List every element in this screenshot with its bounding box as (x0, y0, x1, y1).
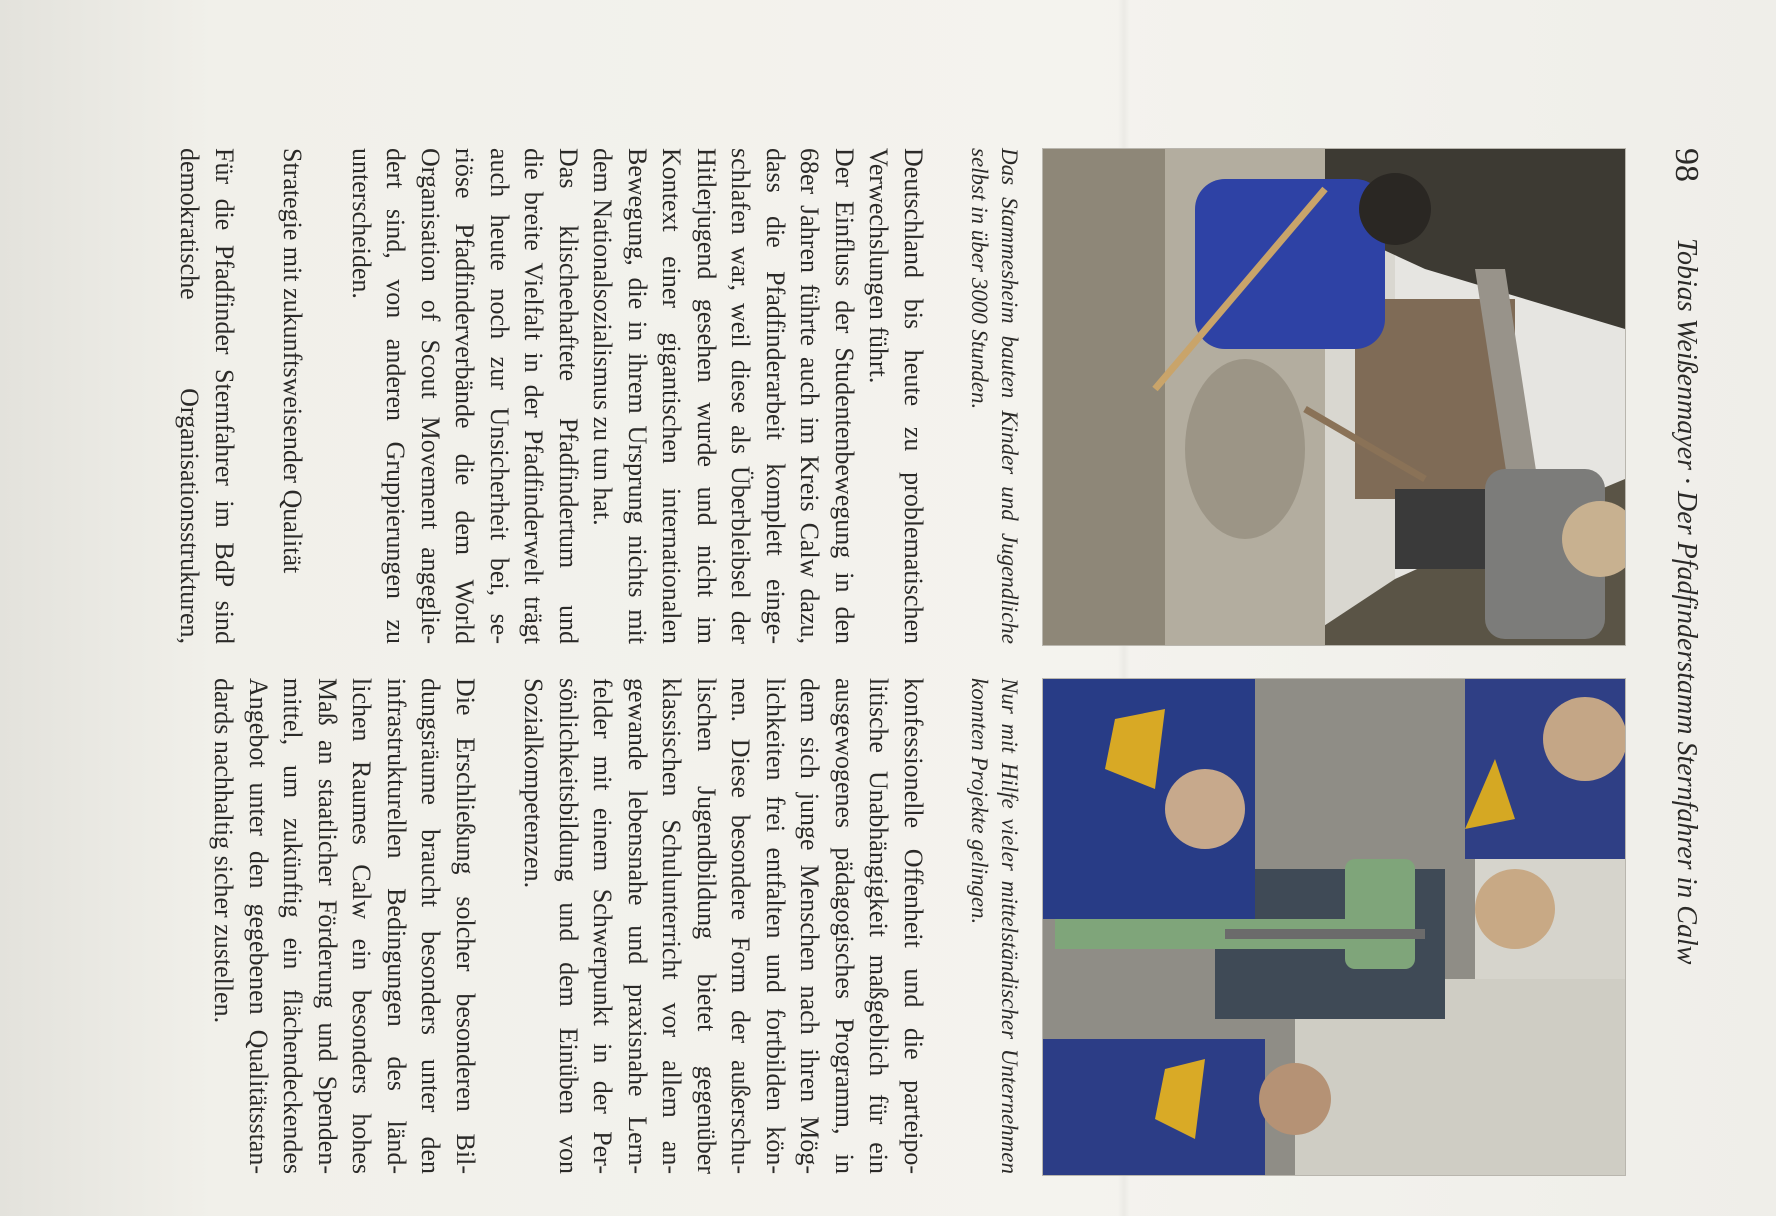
text-line: Hitlerjugend gesehen wurde und nicht im (692, 148, 721, 644)
photo-caption-left: Das Stammesheim bauten Kinder und Jugendliche selbst in über 3000 Stunden. (967, 148, 1022, 644)
text-line: infrastrukturellen Bedingungen des länd- (382, 678, 411, 1174)
text-line: Die Erschließung solcher besonderen Bil- (451, 678, 480, 1174)
text-line: felder mit einem Schwerpunkt in der Per- (588, 678, 618, 1174)
text-line: unterscheiden. (347, 148, 376, 299)
text-column-right (206, 678, 930, 1174)
text-line: litische Unabhängigkeit maßgeblich für ein (864, 678, 894, 1174)
text-line: lischen Jugendbildung bietet gegenüber (692, 678, 721, 1174)
photo-children-building-outdoors-drawing (1043, 149, 1625, 645)
text-line: mittel, um zukünftig ein flächendeckendes (278, 678, 308, 1174)
text-line: lichen Raumes Calw ein besonders hohes (347, 678, 377, 1174)
page-header (1666, 148, 1706, 1148)
text-line: sönlichkeitsbildung und dem Einüben von (554, 678, 583, 1174)
paragraph (172, 148, 241, 644)
photo-children-building-outdoors-icon (1042, 148, 1626, 646)
text-line: dungsräume braucht besonders unter den (416, 678, 446, 1174)
text-line: ausgewogenes pädagogisches Programm, in (830, 678, 859, 1174)
text-line: Angebot unter den gegebenen Qualitätsstan- (244, 678, 273, 1174)
text-line: dards nachhaltig sicher zustellen. (209, 678, 239, 1024)
text-line: Der Einfluss der Studentenbewegung in den (830, 148, 859, 644)
text-line: schlafen war, weil diese als Überbleibsel der (726, 148, 756, 644)
text-line: nen. Diese besondere Form der außerschu- (726, 678, 756, 1174)
page-number: 98 (1668, 148, 1705, 182)
text-line: auch heute noch zur Unsicherheit bei, se- (485, 148, 514, 644)
text-line: lichkeiten frei entfalten und fortbilden kön- (761, 678, 790, 1174)
photo-workshop-drill-press-drawing (1043, 679, 1625, 1175)
paragraph (861, 148, 930, 644)
text-line: Verwechslungen führt. (864, 148, 894, 384)
paragraph (344, 148, 586, 644)
text-line: dass die Pfadfinderarbeit komplett einge- (761, 148, 790, 644)
text-line: Deutschland bis heute zu problematischen (899, 148, 928, 644)
text-line: riöse Pfadfinderverbände die dem World (450, 148, 480, 644)
text-line: Das klischeehaftete Pfadfindertum und (554, 148, 583, 644)
text-line: gewande lebensnahe und praxisnahe Lern- (623, 678, 652, 1174)
text-line: 68er Jahren führte auch im Kreis Calw dazu, (795, 148, 825, 644)
section-heading-text: Strategie mit zukunftsweisender Qualität (278, 148, 308, 574)
text-line: Kontext einer gigantischen internationalen (657, 148, 687, 644)
photo-workshop-drill-press-icon (1042, 678, 1626, 1176)
section-heading (275, 148, 310, 644)
text-line: die breite Vielfalt in der Pfadfinderwelt trägt (519, 148, 549, 644)
text-line: dem Nationalsozialismus zu tun hat. (588, 148, 618, 526)
paragraph (516, 678, 930, 1174)
text-line: Bewegung, die in ihrem Ursprung nichts mit (623, 148, 652, 644)
text-line: Sozialkompetenzen. (519, 678, 549, 889)
paragraph (206, 678, 482, 1174)
text-line: Maß an staatlicher Förderung und Spenden- (313, 678, 342, 1174)
text-line: demokratische Organisationsstrukturen, (175, 148, 205, 644)
text-line: Für die Pfadfinder Sternfahrer im BdP sind (210, 148, 239, 644)
text-column-left (172, 148, 930, 644)
photo-caption-right: Nur mit Hilfe vieler mittelständischer Unternehmen konnten Projekte gelingen. (967, 678, 1022, 1174)
text-line: klassischen Schulunterricht vor allem an- (657, 678, 687, 1174)
text-line: dem sich junge Menschen nach ihren Mög- (795, 678, 825, 1174)
paragraph (585, 148, 861, 644)
text-line: dert sind, von anderen Gruppierungen zu (381, 148, 411, 644)
running-title: Tobias Weißenmayer · Der Pfadfinderstamm Sternfahrer in Calw (1671, 238, 1702, 965)
text-line: konfessionelle Offenheit und die parteipo- (899, 678, 928, 1174)
text-line: Organisation of Scout Movement angeglie- (416, 148, 445, 644)
